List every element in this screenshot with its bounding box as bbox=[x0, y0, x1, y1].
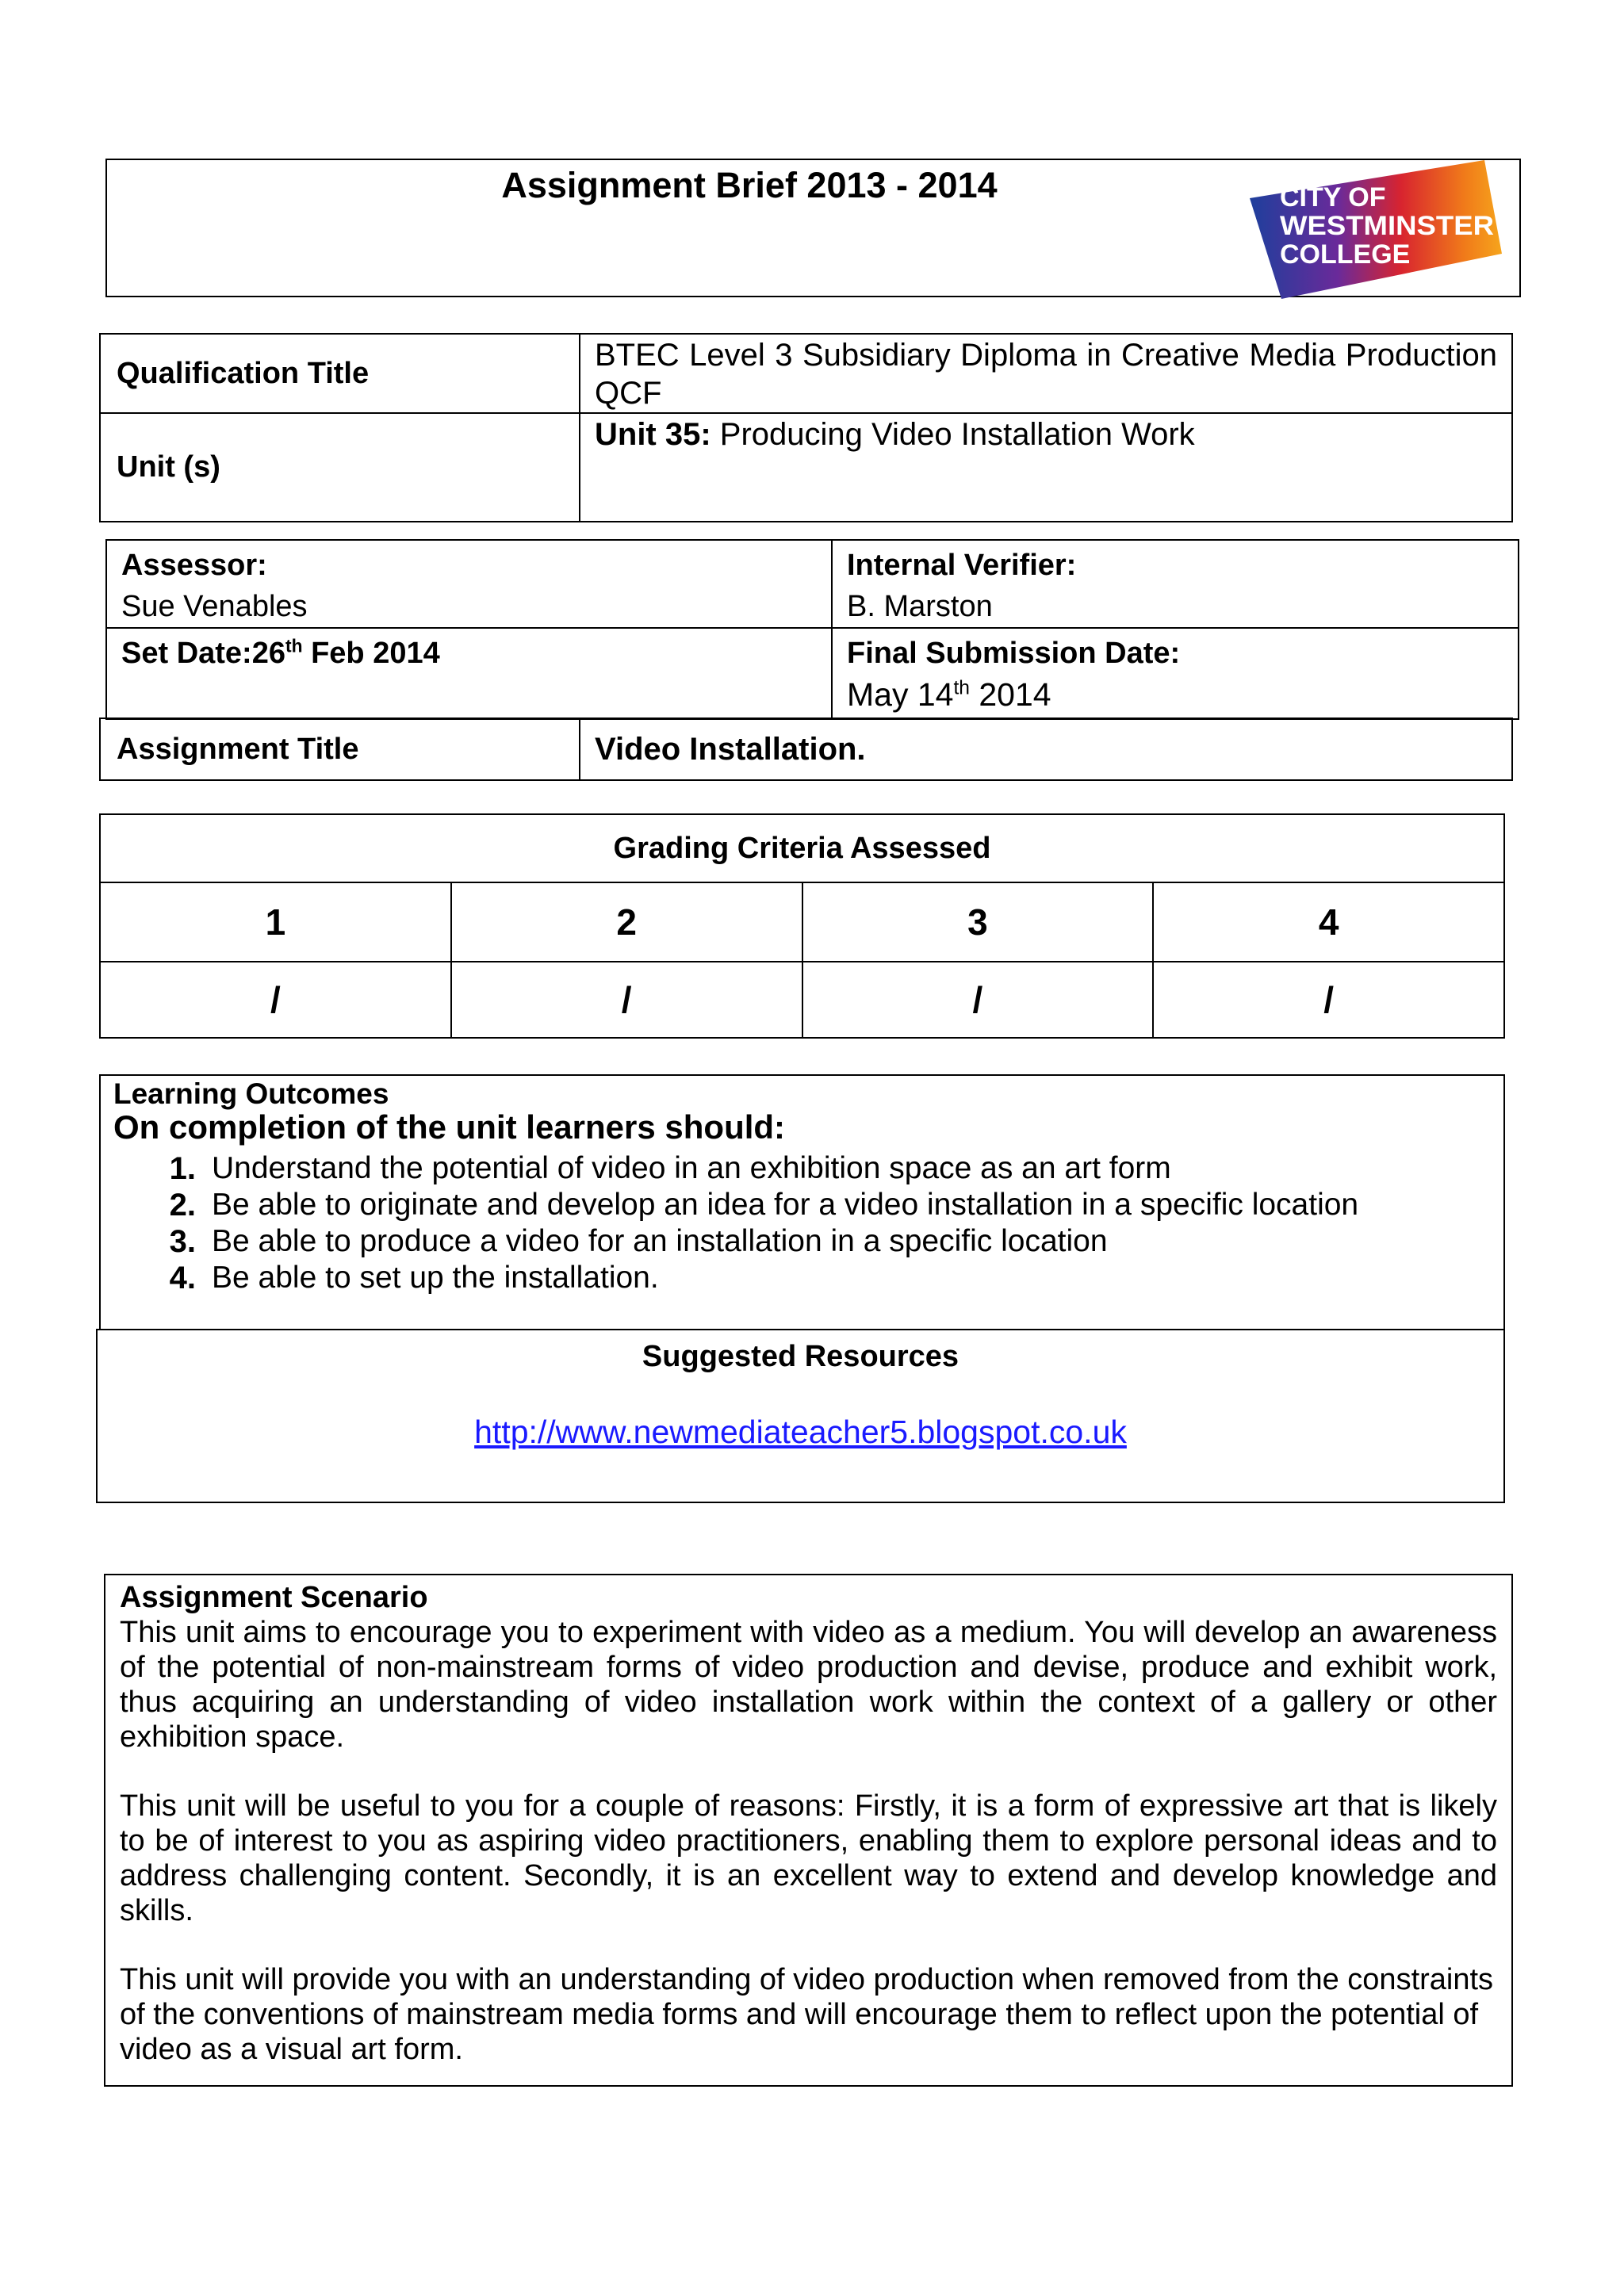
unit-value bbox=[580, 413, 1512, 522]
learning-outcomes-box: Learning Outcomes On completion of the unit learners should: 1. Understand the potential of video in an exhibition space as an art form 2. Be able to originate and develop an idea for a video installation in a specific location 3. Be able to produce a video for an installation in a specific location 4. Be able to set up the installation. bbox=[99, 1074, 1505, 1330]
assignment-title-table bbox=[99, 718, 1513, 781]
logo-line-1: CITY OF bbox=[1280, 182, 1386, 212]
assessment-table bbox=[105, 539, 1519, 720]
scenario-paragraph: This unit aims to encourage you to experiment with video as a medium. You will develop an awareness of the potential of non-mainstream forms of video production and devise, produce and exhibit work, thus acquiring an understanding of video installation work within the context of a gallery or other exhibition space. bbox=[120, 1616, 1497, 1754]
set-date: Set Date:26th Feb 2014 bbox=[121, 635, 440, 670]
assignment-scenario-box bbox=[104, 1574, 1513, 2087]
logo-line-3: COLLEGE bbox=[1280, 239, 1411, 270]
final-date-label: Final Submission Date: bbox=[847, 637, 1181, 670]
grading-header: Grading Criteria Assessed bbox=[100, 814, 1504, 882]
assessor-label: Assessor: bbox=[121, 549, 267, 582]
scenario-heading: Assignment Scenario bbox=[120, 1581, 428, 1614]
unit-title: Producing Video Installation Work bbox=[710, 417, 1195, 452]
resource-link[interactable]: http://www.newmediateacher5.blogspot.co.uk bbox=[474, 1414, 1127, 1450]
final-date-cell bbox=[832, 628, 1519, 719]
grading-criteria-table bbox=[99, 813, 1505, 1039]
assessor-value: Sue Venables bbox=[121, 590, 308, 623]
final-date-value: May 14th 2014 bbox=[847, 676, 1051, 713]
set-date-cell bbox=[106, 628, 832, 719]
verifier-cell bbox=[832, 540, 1519, 628]
criterion-number: 1 bbox=[100, 882, 451, 962]
scenario-paragraph: This unit will provide you with an understanding of video production when removed from the constraints of the conventions of mainstream media forms and will encourage them to reflect upon the potential of video as a visual art form. bbox=[120, 1963, 1494, 2066]
learning-outcomes-subheading: On completion of the unit learners should: bbox=[113, 1108, 786, 1146]
criterion-mark: / bbox=[100, 962, 451, 1038]
suggested-resources-box bbox=[96, 1329, 1505, 1503]
criterion-number: 4 bbox=[1153, 882, 1504, 962]
qualification-title-value: BTEC Level 3 Subsidiary Diploma in Creative Media Production QCF bbox=[580, 334, 1512, 413]
criterion-number: 3 bbox=[802, 882, 1154, 962]
criterion-mark: / bbox=[802, 962, 1154, 1038]
learning-outcomes-heading: Learning Outcomes bbox=[113, 1077, 389, 1110]
assignment-title-label: Assignment Title bbox=[100, 718, 580, 780]
unit-number: Unit 35: bbox=[595, 417, 711, 452]
verifier-value: B. Marston bbox=[847, 590, 993, 623]
qualification-title-label: Qualification Title bbox=[100, 334, 580, 413]
document-title: Assignment Brief 2013 - 2014 bbox=[501, 165, 998, 205]
scenario-paragraph: This unit will be useful to you for a couple of reasons: Firstly, it is a form of expressive art that is likely to be of interest to you as aspiring video practitioners, enabling them to explore personal ideas and to address challenging content. Secondly, it is an excellent way to extend and develop knowledge and skills. bbox=[120, 1789, 1497, 1927]
logo-line-2: WESTMINSTER bbox=[1280, 211, 1494, 241]
qualification-table bbox=[99, 333, 1513, 522]
verifier-label: Internal Verifier: bbox=[847, 549, 1077, 582]
unit-label: Unit (s) bbox=[100, 413, 580, 522]
assignment-title-value: Video Installation. bbox=[580, 718, 1512, 780]
assessor-cell bbox=[106, 540, 832, 628]
resources-heading: Suggested Resources bbox=[642, 1340, 959, 1373]
criterion-mark: / bbox=[451, 962, 802, 1038]
criterion-number: 2 bbox=[451, 882, 802, 962]
criterion-mark: / bbox=[1153, 962, 1504, 1038]
college-logo bbox=[1247, 160, 1508, 299]
header-box bbox=[105, 159, 1521, 297]
